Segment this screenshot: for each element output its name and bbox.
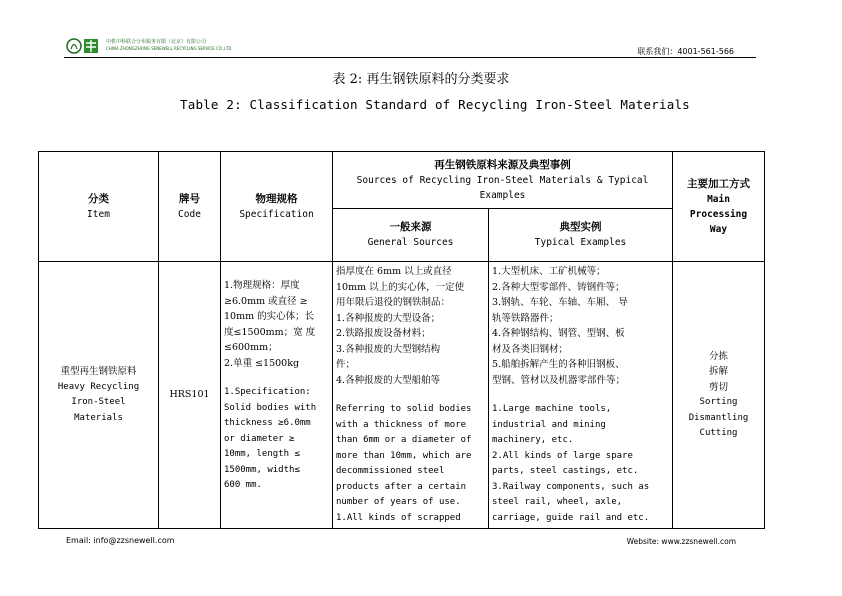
header-item: 分类 Item bbox=[39, 152, 159, 262]
classification-table bbox=[38, 151, 765, 529]
header-typical-examples: 典型实例 Typical Examples bbox=[489, 209, 673, 262]
header-processing: 主要加工方式 Main Processing Way bbox=[673, 152, 765, 262]
header-specification: 物理规格 Specification bbox=[221, 152, 333, 262]
table-title-english: Table 2: Classification Standard of Recycling Iron-Steel Materials bbox=[180, 97, 690, 112]
footer-email: Email: info@zzsnewell.com bbox=[66, 536, 175, 545]
row-specification: 1.物理规格：厚度 ≥6.0mm 或直径 ≥ 10mm 的实心体；长 度≤1500mm；宽 度 ≤600mm； 2.单重 ≤1500kg 1.Specification: Solid bodies with thickness ≥6.0mm or diameter ≥ 10mm, length ≤ 1500mm, width≤ 600 mm. bbox=[221, 262, 333, 529]
row-code: HRS101 bbox=[159, 262, 221, 529]
row-processing: 分拣 拆解 剪切 Sorting Dismantling Cutting bbox=[673, 262, 765, 529]
company-logo bbox=[66, 36, 232, 56]
logo-english-text: CHINA ZHONGZHONG SENEWELL RECYCLING SERVICE CO.,LTD bbox=[106, 46, 232, 51]
table-row bbox=[39, 262, 765, 529]
header-code: 牌号 Code bbox=[159, 152, 221, 262]
footer-website: Website: www.zzsnewell.com bbox=[626, 537, 736, 546]
header-divider bbox=[64, 57, 756, 58]
row-general-sources: 指厚度在 6mm 以上或直径 10mm 以上的实心体，一定使 用年限后退役的钢铁制品： 1.各种报废的大型设备； 2.铁路报废设备材料； 3.各种报废的大型钢结构 件； 4.各种报废的大型船舶等 Referring to solid bodies with a thickness of more than 6mm or a diameter of more than 10mm, which are decommissioned steel products after a certain number of years of use. 1.All kinds of scrapped bbox=[333, 262, 489, 529]
row-item: 重型再生钢铁原料 Heavy Recycling Iron-Steel Materials bbox=[39, 262, 159, 529]
header-general-sources: 一般来源 General Sources bbox=[333, 209, 489, 262]
contact-phone: 联系我们：4001-561-566 bbox=[637, 47, 734, 56]
header-sources: 再生钢铁原料来源及典型事例 Sources of Recycling Iron-Steel Materials & Typical Examples bbox=[333, 152, 673, 209]
row-typical-examples: 1.大型机床、工矿机械等； 2.各种大型零部件、铸钢件等； 3.钢轨、车轮、车轴、车厢、 导 轨等铁路器件； 4.各种钢结构、钢管、型钢、板 材及各类旧钢材； 5.船舶拆解产生的各种旧钢板、 型钢、管材以及机器零部件等； 1.Large machine tools, industrial and mining machinery, etc. 2.All kinds of large spare parts, steel castings, etc. 3.Railway components, such as steel rail, wheel, axle, carriage, guide rail and etc. bbox=[489, 262, 673, 529]
company-logo-icon bbox=[66, 36, 102, 56]
table-title-chinese: 表 2: 再生钢铁原料的分类要求 bbox=[332, 72, 510, 87]
logo-chinese-text: 中机中科联合分布服务有限（北京）有限公司 bbox=[106, 39, 207, 45]
